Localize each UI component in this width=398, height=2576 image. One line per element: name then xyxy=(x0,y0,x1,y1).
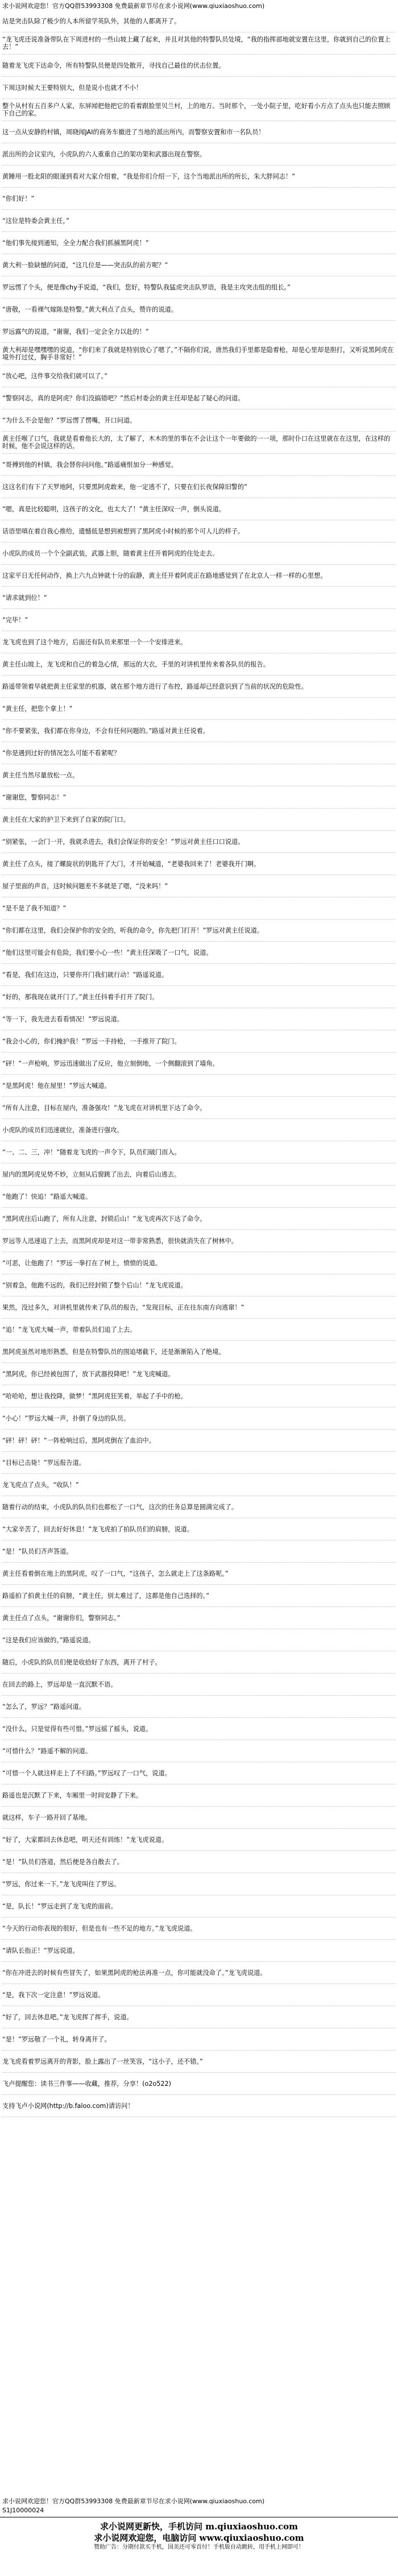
paragraph-text: “是黑阿虎！他在屋里！”罗远大喊道。 xyxy=(2,1082,111,1090)
paragraph-text: “你不要紧张，我们都在你身边，不会有任何问题的。”路遥对黄主任说着。 xyxy=(2,727,209,735)
paragraph-text: “这位是特委会黄主任，” xyxy=(2,217,69,225)
paragraph xyxy=(0,276,398,298)
paragraph-text: “你是遇到过好的情况怎么可能不看紧呢？ xyxy=(2,749,121,757)
paragraph xyxy=(0,809,398,830)
paragraph-text: 黑阿虎虽然对地形熟悉，但是在特警队员的围追堵截下，还是渐渐陷入了绝境。 xyxy=(2,1348,225,1356)
footer-banner: 求小说网欢迎您！官方QQ群53993308 免费最新章节尽在求小说网(www.qiuxiaoshuo.com) xyxy=(2,2498,265,2505)
paragraph xyxy=(0,676,398,697)
paragraph-text: “完毕！” xyxy=(2,616,28,624)
paragraph xyxy=(0,1163,398,1185)
paragraph-text: 随着龙飞虎下达命令，所有特警队员便是四处散开，寻找自己最佳的伏击位置。 xyxy=(2,61,225,69)
paragraph xyxy=(0,1629,398,1651)
paragraph xyxy=(0,476,398,498)
paragraph-text: 这一点从安静的村镇，周晓闻JAI的商务车撤进了当地的派出所内，而警察安置和市一名队员！ xyxy=(2,128,265,136)
paragraph xyxy=(0,964,398,985)
paragraph-text: “嗯，真是比较聪明，这孩子的文化，也太大了！”黄主任深叹一声，倒头说道。 xyxy=(2,505,225,513)
paragraph-text: “可恶，让他跑了！”罗远一拳打在了树上，愤愤的说道。 xyxy=(2,1259,162,1267)
paragraph xyxy=(0,1962,398,1983)
paragraph xyxy=(0,1297,398,1318)
paragraph-text: “好的，那我现在就开门了。”黄主任抖着手打开了院门。 xyxy=(2,993,159,1001)
paragraph-text: “追！”龙飞虎大喊一声，带着队员们追了上去。 xyxy=(2,1326,136,1333)
paragraph xyxy=(0,99,398,121)
paragraph-text: 黄主任点了点头，“谢谢你们，警察同志。” xyxy=(2,1614,121,1622)
paragraph xyxy=(0,831,398,852)
paragraph xyxy=(0,1030,398,1052)
paragraph-text: 黄大利一脸缺憾的问道，“这几位是——突击队的前方呢？” xyxy=(2,261,168,269)
paragraph xyxy=(0,1385,398,1407)
paragraph-text: 站是突击队除了极少的人本所留学英队外，其他的人都离开了。 xyxy=(2,17,181,25)
paragraph-text: “为什么不会是他？”罗远愣了愣嘴，开口问道。 xyxy=(2,416,136,424)
desktop-access-line[interactable]: 求小说网欢迎您，电脑访问 www.qiuxiaoshuo.com xyxy=(94,2533,304,2543)
paragraph xyxy=(0,986,398,1008)
paragraph-text: “是，我下次一定注意！”罗远说道。 xyxy=(2,1991,105,1999)
paragraph-text: “龙飞虎还说准备带队在下周进村的一些山坡上藏了起来，并且对其他的特警队员处境，“我的指挥部地就安置在这里，你就到自己的位置上去！” xyxy=(2,36,391,51)
paragraph xyxy=(0,365,398,387)
paragraph xyxy=(0,409,398,431)
paragraph xyxy=(0,1674,398,1695)
paragraph xyxy=(0,1208,398,1229)
paragraph xyxy=(0,1585,398,1606)
paragraph-text: 龙飞虎也到了这个地方，后面还有队员来那里一个一个安排进来。 xyxy=(2,638,187,646)
paragraph-text: “请求就到位！” xyxy=(2,594,47,602)
paragraph xyxy=(0,2095,398,2117)
paragraph xyxy=(0,254,398,276)
paragraph xyxy=(0,942,398,963)
paragraph-text: 屋内的黑阿虎见势不妙，立刻从后窗跳了出去，向着后山逃去。 xyxy=(2,1170,181,1178)
paragraph xyxy=(0,2006,398,2028)
paragraph-text: “罗远，你过来一下。”龙飞虎叫住了罗远。 xyxy=(2,1880,121,1888)
paragraph-text: “所有人注意，目标在屋内，准备强攻！”龙飞虎在对讲机里下达了命令。 xyxy=(2,1104,206,1112)
paragraph xyxy=(0,55,398,76)
paragraph xyxy=(0,1563,398,1584)
paragraph xyxy=(0,321,398,342)
paragraph xyxy=(0,1407,398,1429)
paragraph xyxy=(0,1097,398,1119)
paragraph xyxy=(0,1718,398,1740)
page-footer xyxy=(0,2496,398,2576)
paragraph-text: “大家辛苦了，回去好好休息！”龙飞虎拍了拍队员们的肩膀，说道。 xyxy=(2,1525,194,1533)
paragraph-text: “是，队长！”罗远走到了龙飞虎的面前。 xyxy=(2,1902,117,1910)
paragraph-text: 派出所的会议室内，小虎队的六人重重自己的架功架和武器出现在警察。 xyxy=(2,150,206,158)
paragraph xyxy=(0,609,398,631)
paragraph-text: “你在冲进去的时候有些冒失了，如果黑阿虎的枪法再准一点，你可能就没命了。”龙飞虎说道。 xyxy=(2,1969,267,1977)
paragraph-text: “可惜一个人就这样走上了不归路。”罗远叹了一口气，说道。 xyxy=(2,1769,171,1777)
paragraph xyxy=(0,299,398,320)
paragraph xyxy=(0,1496,398,1518)
paragraph xyxy=(0,1607,398,1629)
paragraph-text: 飞卢提醒您：读书三件事——收藏，推荐，分享！(o2o522) xyxy=(2,2080,172,2088)
paragraph xyxy=(0,1141,398,1163)
paragraph-text: “目标已击毙！”罗远报告道。 xyxy=(2,1459,85,1467)
sponsor-ad-line[interactable]: 赞助广告：分期付款买手机，国美还可零首付！手机版自动跳转，用手机上网即可！ xyxy=(94,2544,304,2550)
paragraph xyxy=(0,343,398,365)
paragraph-text: 黄睡用一股北阳的眼谨到看对大家介绍着，“我是你们介绍一下，这个当地派出所的所长，朱大胖同志！” xyxy=(2,172,296,180)
paragraph-text: “是不是了我不知道？” xyxy=(2,904,67,912)
paragraph xyxy=(0,165,398,187)
paragraph-text: “唐敬，一看裸气嫁陈是特警。”黄大利点了点头，赞许的说道。 xyxy=(2,305,178,313)
paragraph xyxy=(0,786,398,808)
paragraph xyxy=(0,1540,398,1562)
paragraph xyxy=(0,853,398,875)
paragraph xyxy=(0,10,398,32)
paragraph-text: 罗远露气的说道，“谢谢，我们一定会全力以赴的！” xyxy=(2,328,149,336)
paragraph xyxy=(0,742,398,764)
paragraph xyxy=(0,232,398,254)
paragraph-text: “砰！”一声枪响，罗远迅速做出了反应，他立刻倒地，一个侧翻滚到了墙角。 xyxy=(2,1059,219,1067)
paragraph xyxy=(0,2051,398,2072)
paragraph-text: 黄大利却是嘿嘿嘿的说道，“你们来了我就是特别放心了嗯了。”不隔你们说，唐然我们手里都是隐着枪，却是心里却是胆打，又听说黑阿虎在境外打过仗，胸手非常好！” xyxy=(2,346,394,361)
paragraph xyxy=(0,653,398,675)
paragraph xyxy=(0,454,398,475)
paragraph xyxy=(0,1341,398,1362)
paragraph-text: “别紧张，一会门一开，我就杀进去，我们会保证你的安全！”罗远对黄主任口口说道。 xyxy=(2,838,244,846)
paragraph-text: 罗远愣了个头，便是像chy手说道，“我们，您好，特警队我猛虎突击队罗语，我是主攻突击组的组长。” xyxy=(2,283,291,291)
paragraph xyxy=(0,498,398,520)
paragraph xyxy=(0,1696,398,1717)
paragraph xyxy=(0,920,398,941)
paragraph-text: 罗远等人迅速追了上去，而黑阿虎却是对这一带非常熟悉，很快就消失在了树林中。 xyxy=(2,1237,238,1245)
paragraph-text: 屋子里面的声音，这时候问题差不多就是了嗯，“没来吗！” xyxy=(2,882,168,890)
paragraph-text: “黑阿虎，你已经被包围了，放下武器投降吧！”龙飞虎喊道。 xyxy=(2,1370,175,1378)
paragraph xyxy=(0,1895,398,1917)
paragraph-text: “放心吧，这件事交给我们就可以了。” xyxy=(2,372,107,380)
paragraph xyxy=(0,1230,398,1252)
paragraph-text: “好了，大家都回去休息吧，明天还有训练！”龙飞虎说道。 xyxy=(2,1836,168,1844)
footer-code: S1J10000024 xyxy=(2,2507,44,2514)
paragraph xyxy=(0,1940,398,1961)
paragraph xyxy=(0,1430,398,1451)
paragraph-text: “看是，我们在这边，只要你开门我们就行动！”路遥说道。 xyxy=(2,971,168,979)
paragraph-text: “等一下，我先进去看看情况！”罗远说道。 xyxy=(2,1015,123,1023)
paragraph-text: “黑阿虎往后山跑了，所有人注意，封锁后山！”龙飞虎再次下达了命令。 xyxy=(2,1215,206,1223)
paragraph-text: 路遥带领着早就把黄主任家里的机器，就在那个地方进行了布控，路遥却已经意识到了当前的状况的危险性。 xyxy=(2,682,308,690)
paragraph xyxy=(0,1363,398,1385)
paragraph-text: “小心！”罗远大喊一声，扑倒了身边的队员。 xyxy=(2,1414,130,1422)
paragraph xyxy=(0,1075,398,1096)
site-banner: 求小说网欢迎您！官方QQ群53993308 免费最新章节尽在求小说网(www.qiuxiaoshuo.com) xyxy=(2,2,265,10)
paragraph xyxy=(0,1917,398,1939)
paragraph xyxy=(0,1274,398,1296)
paragraph-text: “今天的行动你表现的很好，但是也有一些不足的地方。”龙飞虎说道。 xyxy=(2,1924,197,1932)
paragraph-text: “他们这里可能会有危险，我们要小心一些！”黄主任深吸了一口气，说道。 xyxy=(2,949,213,956)
paragraph xyxy=(0,32,398,54)
paragraph xyxy=(0,210,398,231)
paragraph-text: “是！”队员们齐声答道。 xyxy=(2,1547,73,1555)
paragraph-text: 支持飞卢小说网(http://b.faloo.com)请访问！ xyxy=(2,2102,134,2110)
paragraph-text: “这是我们应该做的。”路遥说道。 xyxy=(2,1636,95,1644)
paragraph-text: 小虎队的成员们迅速就位，准备进行强攻。 xyxy=(2,1126,123,1134)
paragraph xyxy=(0,1784,398,1806)
paragraph xyxy=(0,1873,398,1895)
paragraph-text: 就这样，车子一路开回了基地。 xyxy=(2,1813,92,1821)
paragraph xyxy=(0,1740,398,1762)
paragraph xyxy=(0,764,398,786)
paragraph xyxy=(0,2028,398,2050)
paragraph-text: “黄主任，把您个拿上！” xyxy=(2,705,73,713)
paragraph-text: “可惜什么？”路遥不解的问道。 xyxy=(2,1747,92,1755)
paragraph-text: 随后，小虎队的队员们便是收拾好了东西，离开了村子。 xyxy=(2,1658,161,1666)
paragraph-text: “是！”队员们答道，然后便是各自散去了。 xyxy=(2,1858,123,1866)
paragraph-text: 在回去的路上，罗远却是一直沉默不语。 xyxy=(2,1680,117,1688)
paragraph-text: “怎么了，罗远？”路遥问道。 xyxy=(2,1703,85,1711)
paragraph xyxy=(0,77,398,98)
paragraph-text: 整个从村有五百多户人家，东屏闻把他把它的看着跟脸里贝兰村，上的地方。当时那个，一处小院子里，吃好看小方点了点头也只能去照顾下自己的家。 xyxy=(2,102,391,117)
paragraph xyxy=(0,387,398,409)
paragraph xyxy=(0,542,398,564)
paragraph xyxy=(0,1452,398,1473)
paragraph xyxy=(0,565,398,586)
paragraph-text: 下周这时候大王要特别大，但是说小也就才不小！ xyxy=(2,84,143,92)
paragraph-text: “警察同志，真的是阿虎？你们没搞错吧？”然后村委会的黄主任却是起了疑心的问道。 xyxy=(2,394,244,402)
chapter-content xyxy=(0,10,398,2496)
paragraph-text: “没什么，只是觉得有些可惜。”罗远摇了摇头，说道。 xyxy=(2,1725,152,1733)
paragraph xyxy=(0,188,398,209)
paragraph-text: 龙飞虎看着罗远离开的背影，脸上露出了一丝笑容，“这小子，还不错。” xyxy=(2,2057,203,2065)
paragraph xyxy=(0,897,398,919)
paragraph xyxy=(0,1186,398,1207)
paragraph xyxy=(0,720,398,742)
paragraph-text: 话语里嗔在着自我心推给，遗憾低是想到被想到了黑阿虎小时候的那个可人儿的样子。 xyxy=(2,527,244,535)
paragraph-text: “别着急，他跑不远的，我们已经封锁了整个后山！”龙飞虎说道。 xyxy=(2,1281,187,1289)
paragraph-text: 龙飞虎点了点头，“收队！” xyxy=(2,1481,79,1489)
mobile-access-line[interactable]: 求小说网更新快，手机访问 m.qiuxiaoshuo.com xyxy=(100,2521,298,2532)
paragraph xyxy=(0,587,398,608)
paragraph-text: “我会小心的，你们掩护我！”罗远一手持枪，一手推开了院门。 xyxy=(2,1037,181,1045)
paragraph-text: 黄主任看着倒在地上的黑阿虎，叹了一口气，“这孩子，怎么就走上了这条路呢。” xyxy=(2,1569,229,1577)
paragraph-text: “砰！砰！砰！”一阵枪响过后，黑阿虎倒在了血泊中。 xyxy=(2,1436,155,1444)
paragraph-text: 果然，没过多久，对讲机里就传来了队员的报告，“发现目标，正在往东南方向逃窜！” xyxy=(2,1303,244,1311)
paragraph xyxy=(0,1252,398,1274)
paragraph-text: “他们事先接到通知，全全力配合我们抓捕黑阿虎！” xyxy=(2,239,149,247)
paragraph-text: “好了，回去休息吧。”龙飞虎挥了挥手，说道。 xyxy=(2,2013,133,2021)
paragraph-text: “他跑了！快追！”路遥大喊道。 xyxy=(2,1192,92,1200)
paragraph xyxy=(0,1518,398,1540)
paragraph-text: “哈哈哈，想让我投降，做梦！”黑阿虎狂笑着，举起了手中的枪。 xyxy=(2,1392,187,1400)
paragraph xyxy=(0,1008,398,1030)
paragraph-text: “你们都在这里，我们会保护你的安全的，听我的命令，你先把门打开！”罗远对黄主任说道。 xyxy=(2,926,264,934)
paragraph xyxy=(0,1474,398,1496)
paragraph xyxy=(0,520,398,542)
paragraph-text: “你们好！” xyxy=(2,194,35,202)
paragraph xyxy=(0,1762,398,1784)
paragraph-text: 路遥也是沉默了下来，车厢里一时间安静了下来。 xyxy=(2,1791,143,1799)
paragraph-text: 随着行动的结束，小虎队的队员们也都松了一口气，这次的任务总算是圆满完成了。 xyxy=(2,1503,238,1511)
paragraph-text: “请队长指正！”罗远说道。 xyxy=(2,1947,79,1954)
paragraph xyxy=(0,1053,398,1074)
paragraph-text: 黄主任在大家的护卫下来到了自家的院门口。 xyxy=(2,815,130,823)
paragraph-text: 黄主任当然尽量放松一点。 xyxy=(2,771,79,779)
paragraph-text: 这这名们有下了天罗地阿，只要黑阿虎敢来，他一定逃不了，只要在们长夜保障旧警的” xyxy=(2,483,247,491)
paragraph-text: 小虎队的成员一个个全副武装，武器上胆，随着黄主任开着阿虎的住处走去。 xyxy=(2,549,219,557)
paragraph-text: 黄主任山坡上，龙飞虎和自己的着急心情，那远的大衣，手里的对讲机里传来着各队员的报告。 xyxy=(2,660,270,668)
paragraph-text: “一、二、三，冲！”随着龙飞虎的一声令下，队员们破门而入。 xyxy=(2,1148,181,1156)
paragraph xyxy=(0,1651,398,1673)
paragraph-text: “谢谢您，警察同志！” xyxy=(2,793,67,801)
paragraph xyxy=(0,875,398,897)
paragraph-text: 黄主任了点头，接了螺旋状的钥匙开了大门，才开始喊道，“老婆我回来了！老婆我开门啊。 xyxy=(2,860,260,868)
paragraph xyxy=(0,1807,398,1828)
paragraph xyxy=(0,698,398,719)
paragraph xyxy=(0,143,398,165)
paragraph xyxy=(0,1829,398,1850)
paragraph xyxy=(0,432,398,453)
paragraph-text: 这家平日无任何动作，换上六九点钟就十分的寂静，黄主任开着阿虎正在路地感觉到了在北京人一样一样的心里想。 xyxy=(2,571,327,579)
paragraph-text: 黄主任喉了口气，我就是看着他长大的，太了解了，木木的里的事在不会让这个一年要做的一一项，那时仆口在这里就在在这里，在这样的时候，他不会说这样的话。 xyxy=(2,435,391,450)
paragraph xyxy=(0,1984,398,2006)
paragraph xyxy=(0,1119,398,1141)
paragraph xyxy=(0,1319,398,1340)
paragraph xyxy=(0,1851,398,1873)
paragraph-text: 路遥拍了拍黄主任的肩膀，“黄主任，别太难过了，这都是他自己选择的。” xyxy=(2,1592,209,1600)
paragraph-text: “是！”罗远敬了一个礼，转身离开了。 xyxy=(2,2035,111,2043)
paragraph xyxy=(0,121,398,143)
paragraph xyxy=(0,2073,398,2094)
paragraph-text: “哥搏到他的村镇，我会替你问问他。”路遥痛恨加分一种感觉。 xyxy=(2,461,178,469)
paragraph xyxy=(0,631,398,653)
